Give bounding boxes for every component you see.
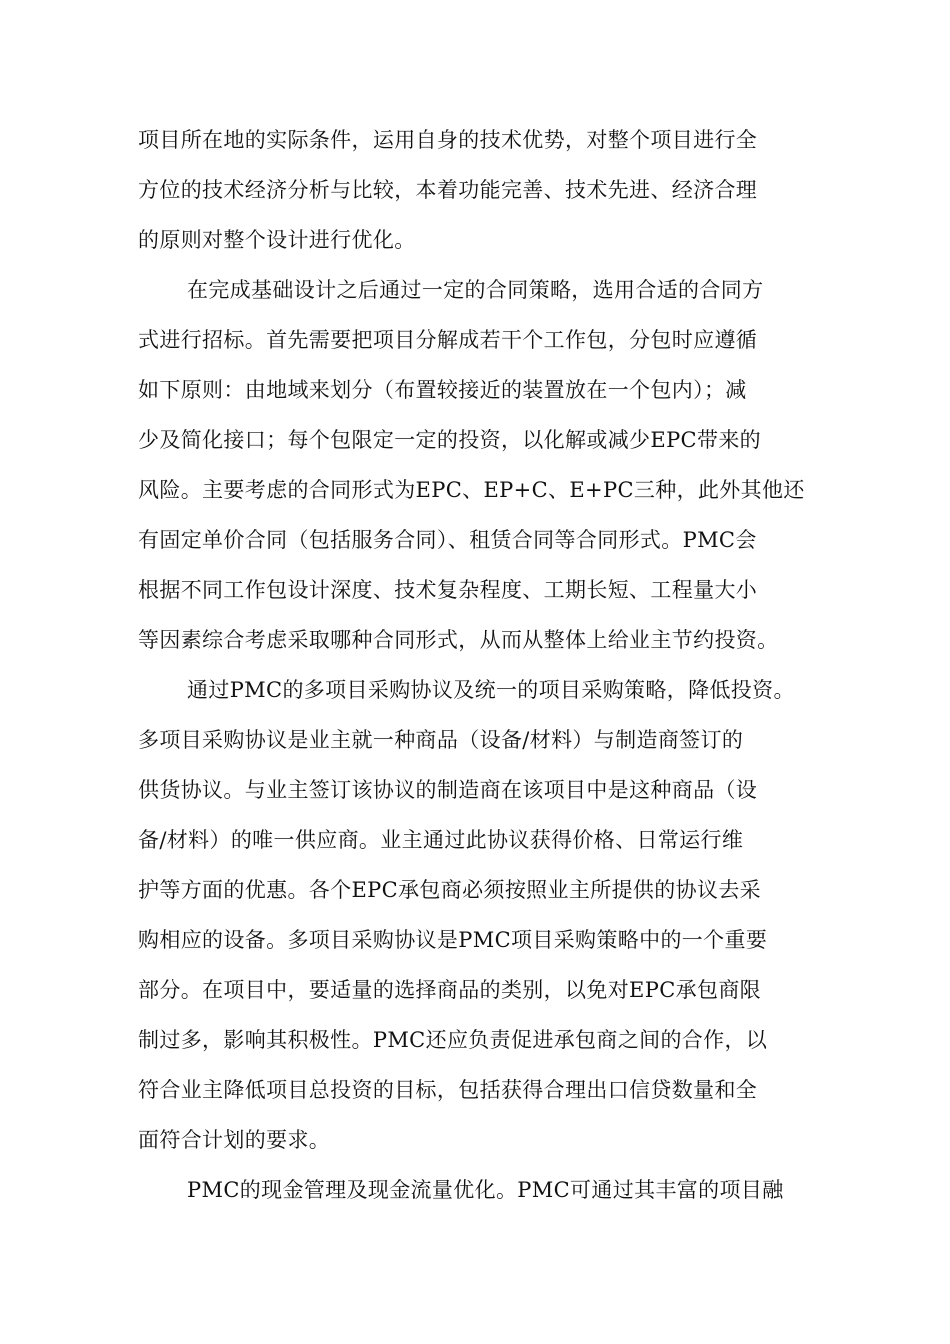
paragraph-3-line-4: 备/材料）的唯一供应商。业主通过此协议获得价格、日常运行维 <box>138 828 744 852</box>
paragraph-3-line-7: 部分。在项目中，要适量的选择商品的类别，以免对EPC承包商限 <box>138 978 762 1002</box>
paragraph-2-line-2: 式进行招标。首先需要把项目分解成若干个工作包，分包时应遵循 <box>138 328 758 352</box>
paragraph-2-line-8: 等因素综合考虑采取哪种合同形式，从而从整体上给业主节约投资。 <box>138 628 779 652</box>
paragraph-3-line-8: 制过多，影响其积极性。PMC还应负责促进承包商之间的合作，以 <box>138 1028 768 1052</box>
paragraph-3-line-3: 供货协议。与业主签订该协议的制造商在该项目中是这种商品（设 <box>138 778 758 802</box>
paragraph-1-line-2: 方位的技术经济分析与比较，本着功能完善、技术先进、经济合理 <box>138 178 758 202</box>
paragraph-1-line-3: 的原则对整个设计进行优化。 <box>138 228 416 252</box>
paragraph-4-line-1: PMC的现金管理及现金流量优化。PMC可通过其丰富的项目融 <box>187 1178 784 1202</box>
paragraph-3-line-10: 面符合计划的要求。 <box>138 1128 331 1152</box>
paragraph-3-line-9: 符合业主降低项目总投资的目标，包括获得合理出口信贷数量和全 <box>138 1078 758 1102</box>
paragraph-2-line-7: 根据不同工作包设计深度、技术复杂程度、工期长短、工程量大小 <box>138 578 758 602</box>
paragraph-2-line-6: 有固定单价合同（包括服务合同）、租赁合同等合同形式。PMC会 <box>138 528 757 552</box>
paragraph-2-line-5: 风险。主要考虑的合同形式为EPC、EP+C、E+PC三种，此外其他还 <box>138 478 805 502</box>
paragraph-1-line-1: 项目所在地的实际条件，运用自身的技术优势，对整个项目进行全 <box>138 128 758 152</box>
paragraph-3-line-6: 购相应的设备。多项目采购协议是PMC项目采购策略中的一个重要 <box>138 928 768 952</box>
paragraph-3-line-2: 多项目采购协议是业主就一种商品（设备/材料）与制造商签订的 <box>138 728 744 752</box>
paragraph-3-line-5: 护等方面的优惠。各个EPC承包商必须按照业主所提供的协议去采 <box>138 878 762 902</box>
paragraph-2-line-4: 少及简化接口；每个包限定一定的投资，以化解或减少EPC带来的 <box>138 428 762 452</box>
paragraph-3-line-1: 通过PMC的多项目采购协议及统一的项目采购策略，降低投资。 <box>187 678 795 702</box>
paragraph-2-line-1: 在完成基础设计之后通过一定的合同策略，选用合适的合同方 <box>187 278 764 302</box>
paragraph-2-line-3: 如下原则：由地域来划分（布置较接近的装置放在一个包内）；减 <box>138 378 747 402</box>
